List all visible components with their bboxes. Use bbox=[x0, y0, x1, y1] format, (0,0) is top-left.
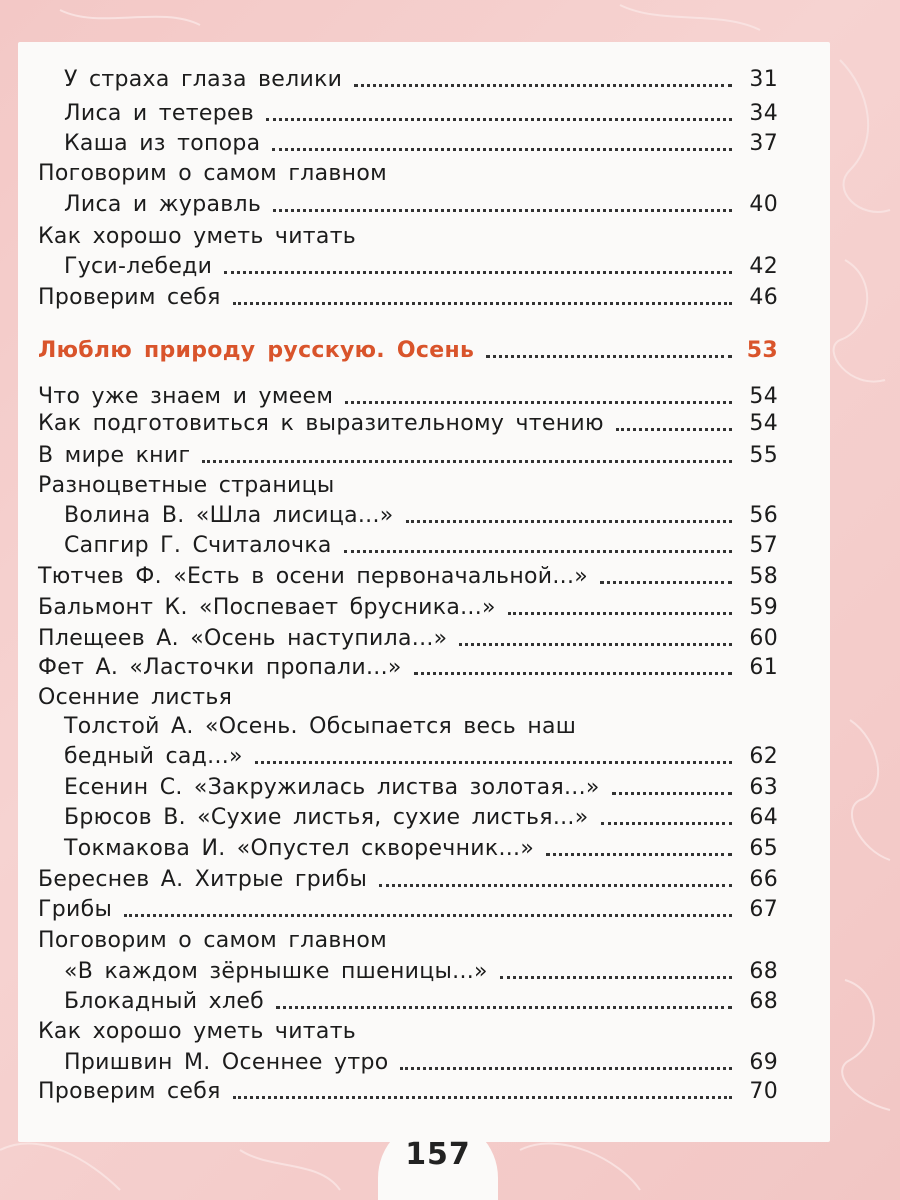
dot-leader bbox=[202, 460, 732, 463]
toc-entry-page: 69 bbox=[749, 1050, 778, 1075]
dot-leader bbox=[600, 581, 732, 584]
toc-entry-page: 42 bbox=[749, 254, 778, 279]
toc-entry-title: Гуси-лебеди bbox=[64, 254, 213, 279]
toc-entry-title: Как хорошо уметь читать bbox=[38, 1019, 357, 1044]
toc-entry-title: Лиса и тетерев bbox=[64, 101, 255, 126]
toc-entry-title: Брюсов В. «Сухие листья, сухие листья...» bbox=[64, 805, 589, 830]
dot-leader bbox=[354, 84, 732, 87]
toc-entry-title: Волина В. «Шла лисица...» bbox=[64, 503, 394, 528]
toc-entry bbox=[64, 251, 778, 281]
dot-leader bbox=[233, 302, 732, 305]
toc-entry-title: Люблю природу русскую. Осень bbox=[38, 338, 475, 363]
toc-entry bbox=[64, 956, 778, 986]
toc-entry-page: 60 bbox=[749, 626, 778, 651]
toc-entry bbox=[64, 1047, 778, 1077]
dot-leader bbox=[266, 118, 732, 121]
dot-leader bbox=[546, 853, 732, 856]
toc-entry-page: 66 bbox=[749, 867, 778, 892]
toc-entry bbox=[64, 802, 778, 832]
dot-leader bbox=[414, 672, 732, 675]
toc-entry-page: 64 bbox=[749, 805, 778, 830]
toc-entry-title: Разноцветные страницы bbox=[38, 473, 335, 498]
dot-leader bbox=[255, 761, 732, 764]
toc-entry-title: бедный сад...» bbox=[64, 744, 243, 769]
toc-entry-title: Береснев А. Хитрые грибы bbox=[38, 867, 368, 892]
toc-entry bbox=[38, 623, 778, 653]
toc-entry-page: 31 bbox=[749, 67, 778, 92]
toc-entry bbox=[38, 408, 778, 438]
toc-entry-title: Толстой А. «Осень. Обсыпается весь наш bbox=[64, 714, 577, 739]
toc-entry-page: 62 bbox=[749, 744, 778, 769]
toc-entry-page: 65 bbox=[749, 836, 778, 861]
toc-entry bbox=[64, 711, 784, 741]
toc-entry bbox=[38, 1016, 758, 1046]
toc-entry-page: 34 bbox=[749, 101, 778, 126]
toc-entry-page: 68 bbox=[749, 989, 778, 1014]
toc-entry-title: Тютчев Ф. «Есть в осени первоначальной...» bbox=[38, 564, 589, 589]
toc-entry bbox=[38, 682, 758, 712]
toc-entry bbox=[38, 158, 758, 188]
dot-leader bbox=[233, 1096, 732, 1099]
toc-entry-title: Как хорошо уметь читать bbox=[38, 224, 357, 249]
dot-leader bbox=[500, 976, 732, 979]
dot-leader bbox=[616, 428, 732, 431]
toc-entry-title: Что уже знаем и умеем bbox=[38, 384, 334, 409]
dot-leader bbox=[459, 643, 732, 646]
toc-entry-page: 63 bbox=[749, 775, 778, 800]
toc-entry-page: 67 bbox=[749, 897, 778, 922]
toc-entry-page: 57 bbox=[749, 533, 778, 558]
toc-entry bbox=[64, 986, 778, 1016]
toc-entry bbox=[38, 592, 778, 622]
toc-entry-page: 61 bbox=[749, 655, 778, 680]
toc-entry-page: 68 bbox=[749, 959, 778, 984]
toc-entry bbox=[38, 470, 758, 500]
section-heading bbox=[38, 335, 778, 365]
toc-entry-title: Фет А. «Ласточки пропали...» bbox=[38, 655, 402, 680]
toc-entry-title: Грибы bbox=[38, 897, 113, 922]
toc-entry-page: 54 bbox=[749, 384, 778, 409]
toc-entry-title: Поговорим о самом главном bbox=[38, 928, 387, 953]
toc-entry-title: Лиса и журавль bbox=[64, 192, 262, 217]
dot-leader bbox=[612, 792, 732, 795]
toc-entry-page: 59 bbox=[749, 595, 778, 620]
toc-entry bbox=[38, 894, 778, 924]
toc-entry-title: Поговорим о самом главном bbox=[38, 161, 387, 186]
toc-entry-page: 56 bbox=[749, 503, 778, 528]
toc-entry-title: Проверим себя bbox=[38, 1079, 221, 1104]
dot-leader bbox=[486, 355, 732, 358]
toc-entry bbox=[64, 500, 778, 530]
toc-entry-title: Пришвин М. Осеннее утро bbox=[64, 1050, 389, 1075]
toc-entry bbox=[38, 440, 778, 470]
toc-entry bbox=[64, 833, 778, 863]
toc-entry bbox=[38, 925, 758, 955]
toc-entry bbox=[38, 282, 778, 312]
toc-entry-page: 37 bbox=[749, 131, 778, 156]
toc-entry-title: Блокадный хлеб bbox=[64, 989, 265, 1014]
toc-entry bbox=[64, 64, 778, 94]
toc-entry bbox=[38, 561, 778, 591]
toc-entry-page: 40 bbox=[749, 192, 778, 217]
dot-leader bbox=[601, 822, 733, 825]
toc-entry bbox=[64, 530, 778, 560]
toc-entry bbox=[64, 189, 778, 219]
toc-entry-title: У страха глаза велики bbox=[64, 67, 343, 92]
toc-entry-title: Как подготовиться к выразительному чтению bbox=[38, 411, 604, 436]
toc-entry-title: Плещеев А. «Осень наступила...» bbox=[38, 626, 448, 651]
dot-leader bbox=[345, 401, 732, 404]
toc-entry-page: 58 bbox=[749, 564, 778, 589]
toc-entry-page: 46 bbox=[749, 285, 778, 310]
toc-entry bbox=[38, 221, 758, 251]
toc-entry bbox=[38, 1076, 778, 1106]
dot-leader bbox=[124, 914, 732, 917]
dot-leader bbox=[406, 520, 732, 523]
toc-entry-title: Есенин С. «Закружилась листва золотая...» bbox=[64, 775, 600, 800]
toc-entry bbox=[38, 864, 778, 894]
toc-entry-title: Проверим себя bbox=[38, 285, 221, 310]
toc-entry bbox=[64, 128, 778, 158]
toc-entry-title: Каша из топора bbox=[64, 131, 261, 156]
toc-entry-page: 53 bbox=[746, 338, 778, 363]
toc-entry-title: Осенние листья bbox=[38, 685, 233, 710]
toc-entry-page: 54 bbox=[749, 411, 778, 436]
dot-leader bbox=[276, 1006, 732, 1009]
dot-leader bbox=[400, 1067, 732, 1070]
toc-entry bbox=[64, 98, 778, 128]
dot-leader bbox=[224, 271, 732, 274]
toc-entry bbox=[38, 652, 778, 682]
toc-entry bbox=[38, 381, 778, 411]
toc-entry-title: Бальмонт К. «Поспевает брусника...» bbox=[38, 595, 496, 620]
toc-entry-title: «В каждом зёрнышке пшеницы...» bbox=[64, 959, 488, 984]
page-number: 157 bbox=[405, 1137, 471, 1172]
toc-entry-title: Токмакова И. «Опустел скворечник...» bbox=[64, 836, 535, 861]
dot-leader bbox=[272, 148, 732, 151]
toc-entry-title: Сапгир Г. Считалочка bbox=[64, 533, 332, 558]
toc-entry-page: 55 bbox=[749, 443, 778, 468]
dot-leader bbox=[273, 209, 732, 212]
toc-entry-title: В мире книг bbox=[38, 443, 191, 468]
toc-entry bbox=[64, 741, 778, 771]
dot-leader bbox=[508, 612, 732, 615]
toc-entry bbox=[64, 772, 778, 802]
dot-leader bbox=[379, 884, 732, 887]
toc-entry-page: 70 bbox=[749, 1079, 778, 1104]
dot-leader bbox=[344, 550, 732, 553]
